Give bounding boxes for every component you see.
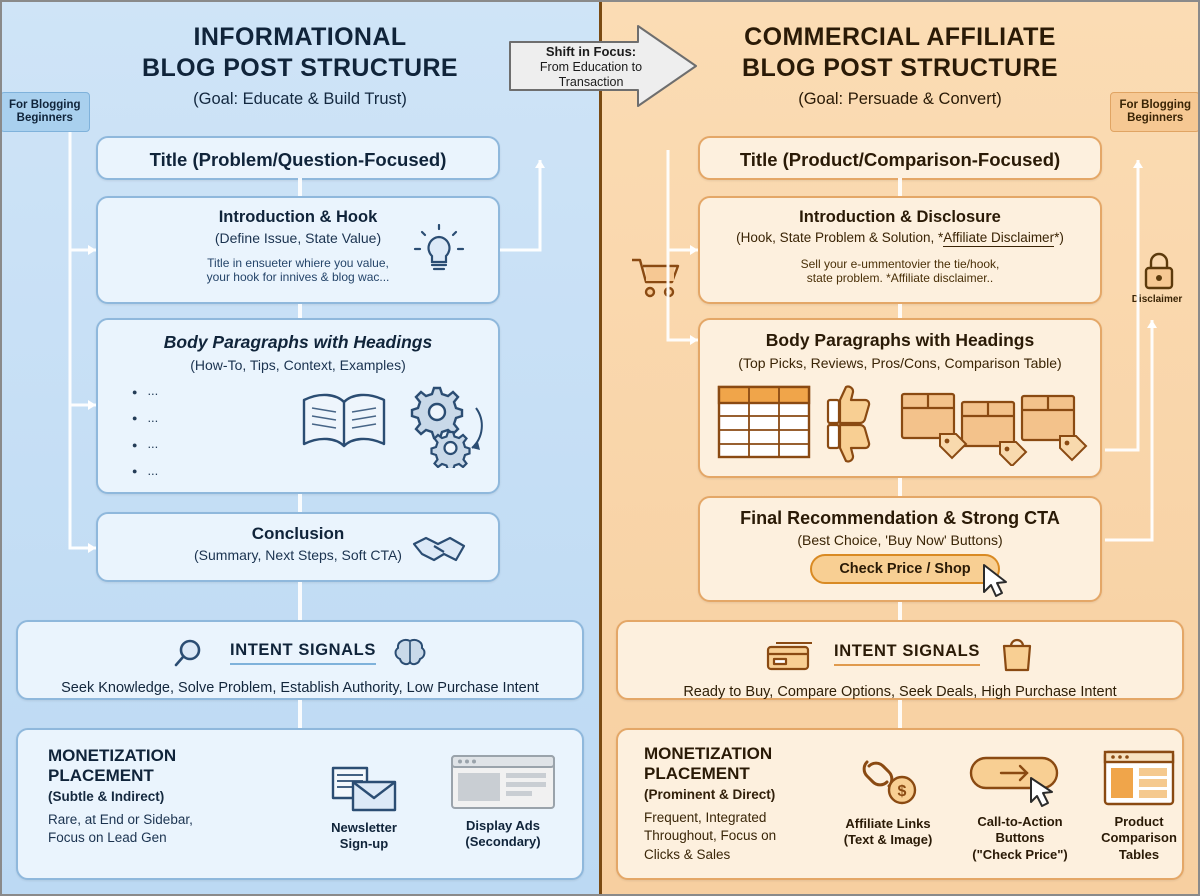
right-monetization-subtitle: (Prominent & Direct) <box>644 787 776 803</box>
left-monetization-item-newsletter-label1: Newsletter <box>331 820 397 835</box>
right-box-introduction[interactable] <box>698 196 1183 305</box>
right-title-line2: BLOG POST STRUCTURE <box>742 53 1058 82</box>
left-monetization-item-display-ads <box>438 752 568 851</box>
right-box-title[interactable] <box>698 136 1102 180</box>
open-book-icon <box>298 388 390 454</box>
right-monetization-title-line2: PLACEMENT <box>644 763 750 783</box>
boxes-with-tags-icon <box>896 380 1092 466</box>
right-intent-line: Ready to Buy, Compare Options, Seek Deals, High Purchase Intent <box>683 684 1117 700</box>
left-monetization-subtitle: (Subtle & Indirect) <box>48 789 165 805</box>
right-monetization-body-line3: Clicks & Sales <box>644 846 731 862</box>
right-monetization-item-cta-label3: ("Check Price") <box>972 846 1068 862</box>
thumbs-up-icon <box>824 382 876 424</box>
left-box-conclusion-title: Conclusion <box>251 524 345 543</box>
browser-window-icon <box>438 752 568 812</box>
right-box-introduction-subtitle-pre: (Hook, State Problem & Solution, * <box>736 230 944 245</box>
right-box-introduction-disclaimer-label: Disclaimer <box>1131 294 1183 305</box>
right-monetization-item-product-tables-label3: Tables <box>1118 846 1160 862</box>
right-box-final-subtitle: (Best Choice, 'Buy Now' Buttons) <box>797 532 1003 548</box>
right-title-line1: COMMERCIAL AFFILIATE <box>744 23 1056 51</box>
left-box-introduction-body-line1: Title in ensueter whiere you value, <box>207 256 389 270</box>
list-item: ● ... <box>132 405 158 432</box>
brain-icon <box>392 636 428 670</box>
left-corner-tag <box>0 92 90 132</box>
right-box-introduction-subtitle-underlined: Affiliate Disclaimer <box>943 230 1055 245</box>
right-monetization-item-cta-label2: Buttons <box>995 830 1045 846</box>
right-box-final-title: Final Recommendation & Strong CTA <box>740 508 1060 528</box>
left-box-introduction-body-line2: your hook for innives & blog wac... <box>206 270 390 284</box>
left-monetization-title-line2: PLACEMENT <box>48 765 154 785</box>
cursor-icon <box>978 562 1012 600</box>
lock-icon <box>1140 250 1178 294</box>
left-box-introduction-subtitle: (Define Issue, State Value) <box>214 230 382 246</box>
right-monetization-body-line1: Frequent, Integrated <box>644 810 767 826</box>
gears-icon <box>398 378 490 468</box>
check-price-shop-button[interactable]: Check Price / Shop <box>810 554 1000 584</box>
comparison-table-icon <box>716 384 812 460</box>
left-corner-tag-line2: Beginners <box>16 112 73 125</box>
right-intent-heading: INTENT SIGNALS <box>834 642 980 666</box>
right-box-introduction-subtitle-post: *) <box>1054 230 1064 245</box>
affiliate-link-icon <box>828 748 948 810</box>
right-box-body-subtitle: (Top Picks, Reviews, Pros/Cons, Comparison Table) <box>738 355 1062 371</box>
left-box-title[interactable] <box>96 136 500 180</box>
left-monetization <box>16 728 584 880</box>
right-box-body-paragraphs[interactable] <box>698 318 1102 478</box>
list-item: ● ... <box>132 378 158 405</box>
left-monetization-item-display-ads-label1: Display Ads <box>466 818 540 833</box>
right-box-introduction-body-line1: Sell your e-ummentovier the tie/hook, <box>800 257 1000 271</box>
left-box-body-paragraphs[interactable] <box>96 318 500 494</box>
left-box-introduction[interactable] <box>96 196 500 304</box>
shift-title: Shift in Focus: <box>545 44 637 59</box>
left-intent-heading: INTENT SIGNALS <box>230 641 376 665</box>
left-title-line1: INFORMATIONAL <box>193 23 407 51</box>
shopping-cart-icon <box>626 254 686 300</box>
product-table-icon <box>1084 748 1194 808</box>
magnifier-icon <box>172 636 214 670</box>
right-corner-tag-line1: For Blogging <box>1119 99 1191 111</box>
right-corner-tag <box>1110 92 1200 132</box>
lightbulb-icon <box>412 224 466 282</box>
shift-in-focus-label <box>526 44 656 90</box>
right-box-final-recommendation[interactable] <box>698 496 1102 602</box>
panel-divider <box>599 0 602 896</box>
left-corner-tag-line1: For Blogging <box>9 99 81 111</box>
left-goal: (Goal: Educate & Build Trust) <box>193 90 407 108</box>
list-item: ● ... <box>132 431 158 458</box>
shift-in-focus-arrow <box>508 24 698 108</box>
left-box-conclusion[interactable] <box>96 512 500 582</box>
right-monetization-item-product-tables-label1: Product <box>1114 814 1164 829</box>
left-box-body-bullets <box>132 378 158 484</box>
left-box-body-subtitle: (How-To, Tips, Context, Examples) <box>190 357 406 373</box>
right-box-body-title: Body Paragraphs with Headings <box>765 330 1035 350</box>
shopping-bag-icon <box>998 634 1036 674</box>
left-box-body-title: Body Paragraphs with Headings <box>163 332 433 352</box>
commercial-affiliate-panel <box>600 0 1200 896</box>
left-monetization-body-line1: Rare, at End or Sidebar, <box>48 812 193 828</box>
left-monetization-item-display-ads-label2: (Secondary) <box>465 834 541 850</box>
right-box-introduction-body-line2: state problem. *Affiliate disclaimer.. <box>806 271 994 285</box>
right-monetization-item-product-tables <box>1084 748 1194 863</box>
right-goal: (Goal: Persuade & Convert) <box>798 90 1002 108</box>
shift-line2: Transaction <box>558 75 624 89</box>
left-box-conclusion-subtitle: (Summary, Next Steps, Soft CTA) <box>194 547 402 563</box>
list-item: ● ... <box>132 458 158 485</box>
cta-button-icon <box>950 748 1090 808</box>
right-monetization-item-affiliate-links-label2: (Text & Image) <box>843 832 933 848</box>
right-monetization-item-affiliate-links-label1: Affiliate Links <box>845 816 931 831</box>
right-monetization-item-cta-label1: Call-to-Action <box>977 814 1063 829</box>
right-box-title-text: Title (Product/Comparison-Focused) <box>739 149 1061 170</box>
credit-card-icon <box>764 635 816 673</box>
right-box-introduction-title: Introduction & Disclosure <box>799 208 1001 226</box>
left-monetization-item-newsletter <box>304 752 424 853</box>
thumbs-down-icon <box>824 424 876 466</box>
right-intent-signals <box>616 620 1184 700</box>
left-monetization-item-newsletter-label2: Sign-up <box>339 836 389 852</box>
left-box-introduction-title: Introduction & Hook <box>218 208 378 226</box>
svg-text:$: $ <box>897 783 907 800</box>
left-intent-signals <box>16 620 584 700</box>
right-monetization-body-line2: Throughout, Focus on <box>644 828 777 844</box>
left-intent-line: Seek Knowledge, Solve Problem, Establish Authority, Low Purchase Intent <box>61 680 539 696</box>
right-monetization-item-product-tables-label2: Comparison <box>1101 830 1177 846</box>
left-box-title-text: Title (Problem/Question-Focused) <box>149 149 447 170</box>
left-monetization-body-line2: Focus on Lead Gen <box>48 830 167 846</box>
envelope-icon <box>304 752 424 814</box>
handshake-icon <box>410 530 468 570</box>
right-monetization <box>616 728 1184 880</box>
shift-line1: From Education to <box>539 60 643 74</box>
right-corner-tag-line2: Beginners <box>1127 112 1184 125</box>
right-monetization-item-cta-buttons <box>950 748 1090 863</box>
right-monetization-item-affiliate-links <box>828 748 948 849</box>
left-monetization-title-line1: MONETIZATION <box>48 746 177 765</box>
right-monetization-title-line1: MONETIZATION <box>644 744 773 763</box>
left-title-line2: BLOG POST STRUCTURE <box>142 53 458 82</box>
